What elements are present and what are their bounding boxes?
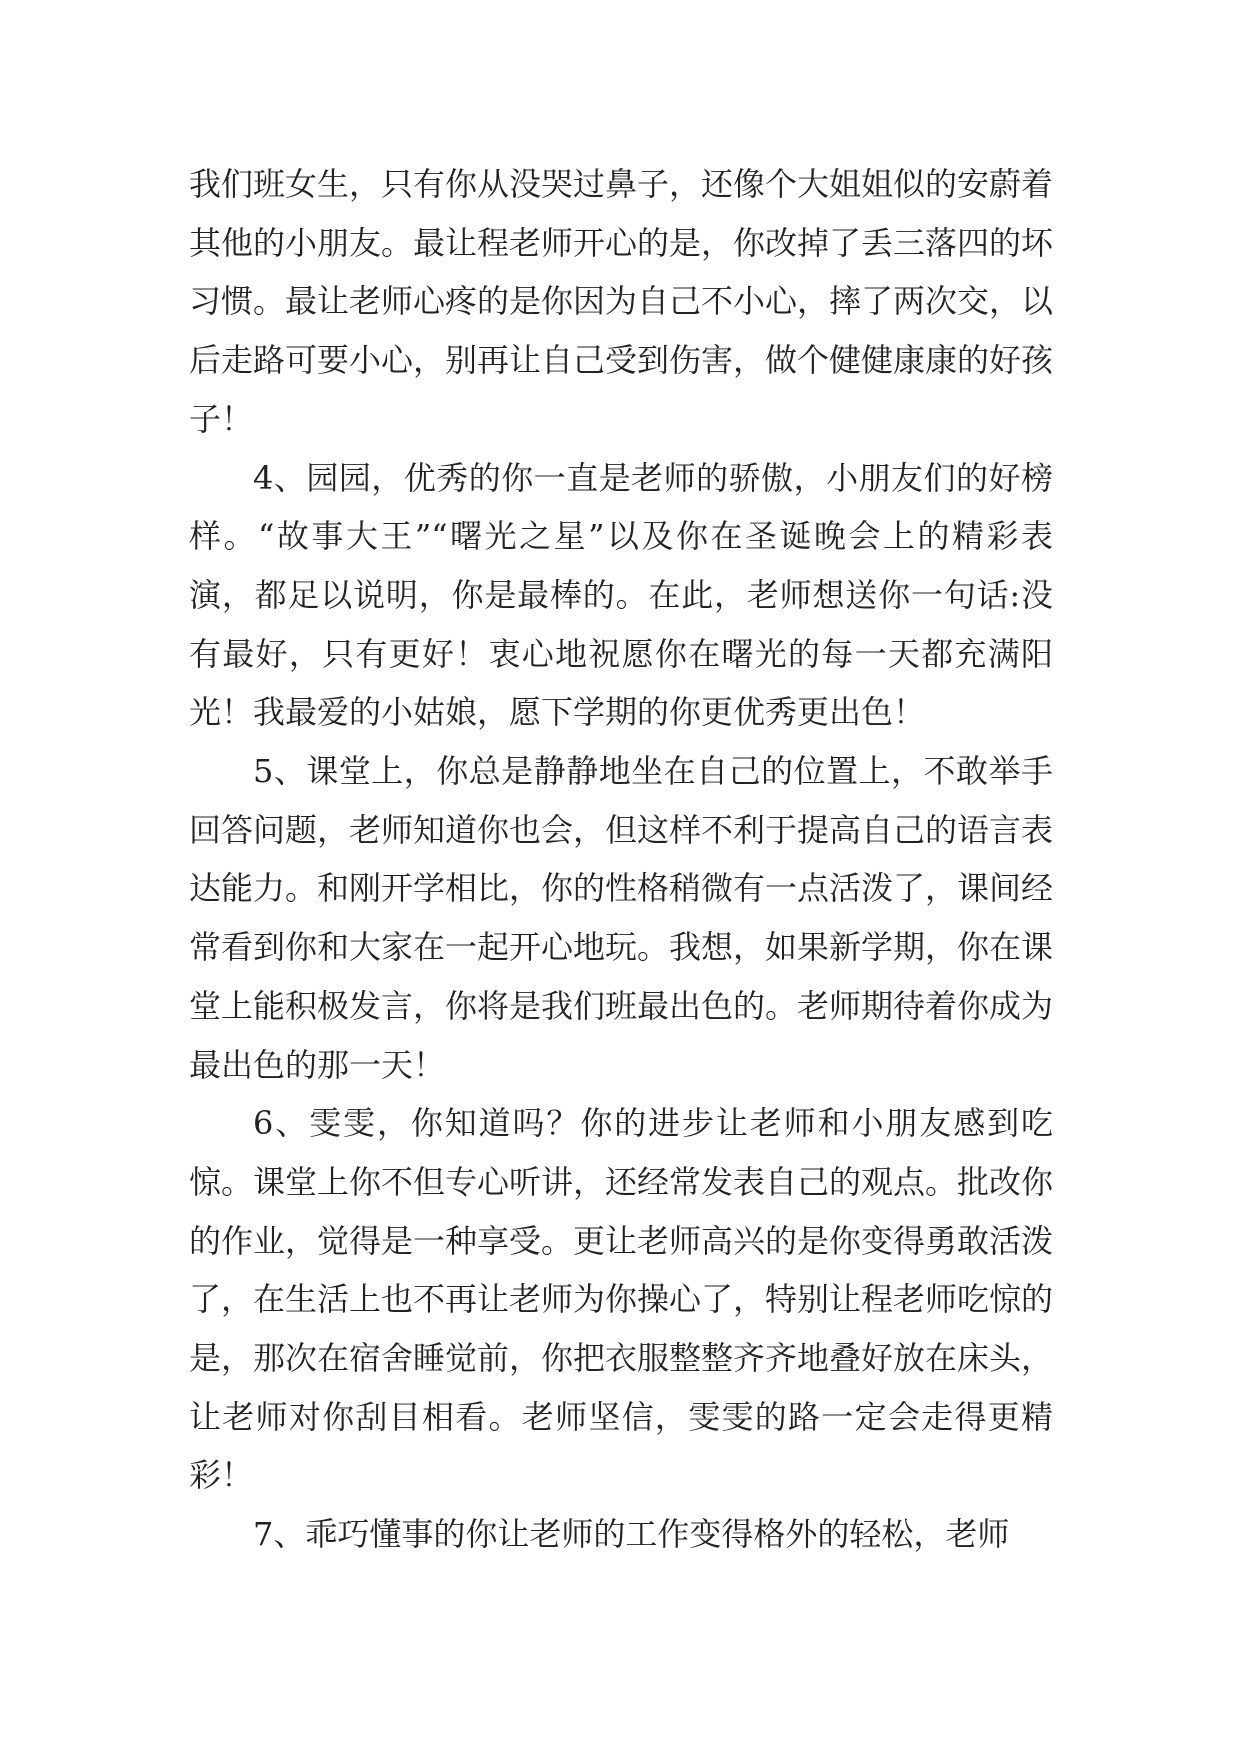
paragraph-7: 7、乖巧懂事的你让老师的工作变得格外的轻松，老师 <box>253 1515 1010 1554</box>
document-body <box>189 155 1053 1564</box>
paragraph-continued: 我们班女生，只有你从没哭过鼻子，还像个大姐姐似的安蔚着其他的小朋友。最让程老师开心的是，你改掉了丢三落四的坏习惯。最让老师心疼的是你因为自己不小心，摔了两次交，以后走路可要小心，别再让自己受到伤害，做个健健康康的好孩子！ <box>189 165 1054 438</box>
paragraph-5: 5、课堂上，你总是静静地坐在自己的位置上，不敢举手回答问题，老师知道你也会，但这样不利于提高自己的语言表达能力。和刚开学相比，你的性格稍微有一点活泼了，课间经常看到你和大家在一起开心地玩。我想，如果新学期，你在课堂上能积极发言，你将是我们班最出色的。老师期待着你成为最出色的那一天！ <box>189 752 1054 1084</box>
paragraph-4: 4、园园，优秀的你一直是老师的骄傲，小朋友们的好榜样。“故事大王”“曙光之星”以及你在圣诞晚会上的精彩表演，都足以说明，你是最棒的。在此，老师想送你一句话:没有最好，只有更好！衷心地祝愿你在曙光的每一天都充满阳光！我最爱的小姑娘，愿下学期的你更优秀更出色！ <box>189 458 1053 732</box>
paragraph-6: 6、雯雯，你知道吗？你的进步让老师和小朋友感到吃惊。课堂上你不但专心听讲，还经常发表自己的观点。批改你的作业，觉得是一种享受。更让老师高兴的是你变得勇敢活泼了，在生活上也不再让老师为你操心了，特别让程老师吃惊的是，那次在宿舍睡觉前，你把衣服整整齐齐地叠好放在床头，让老师对你刮目相看。老师坚信，雯雯的路一定会走得更精彩！ <box>189 1104 1054 1495</box>
